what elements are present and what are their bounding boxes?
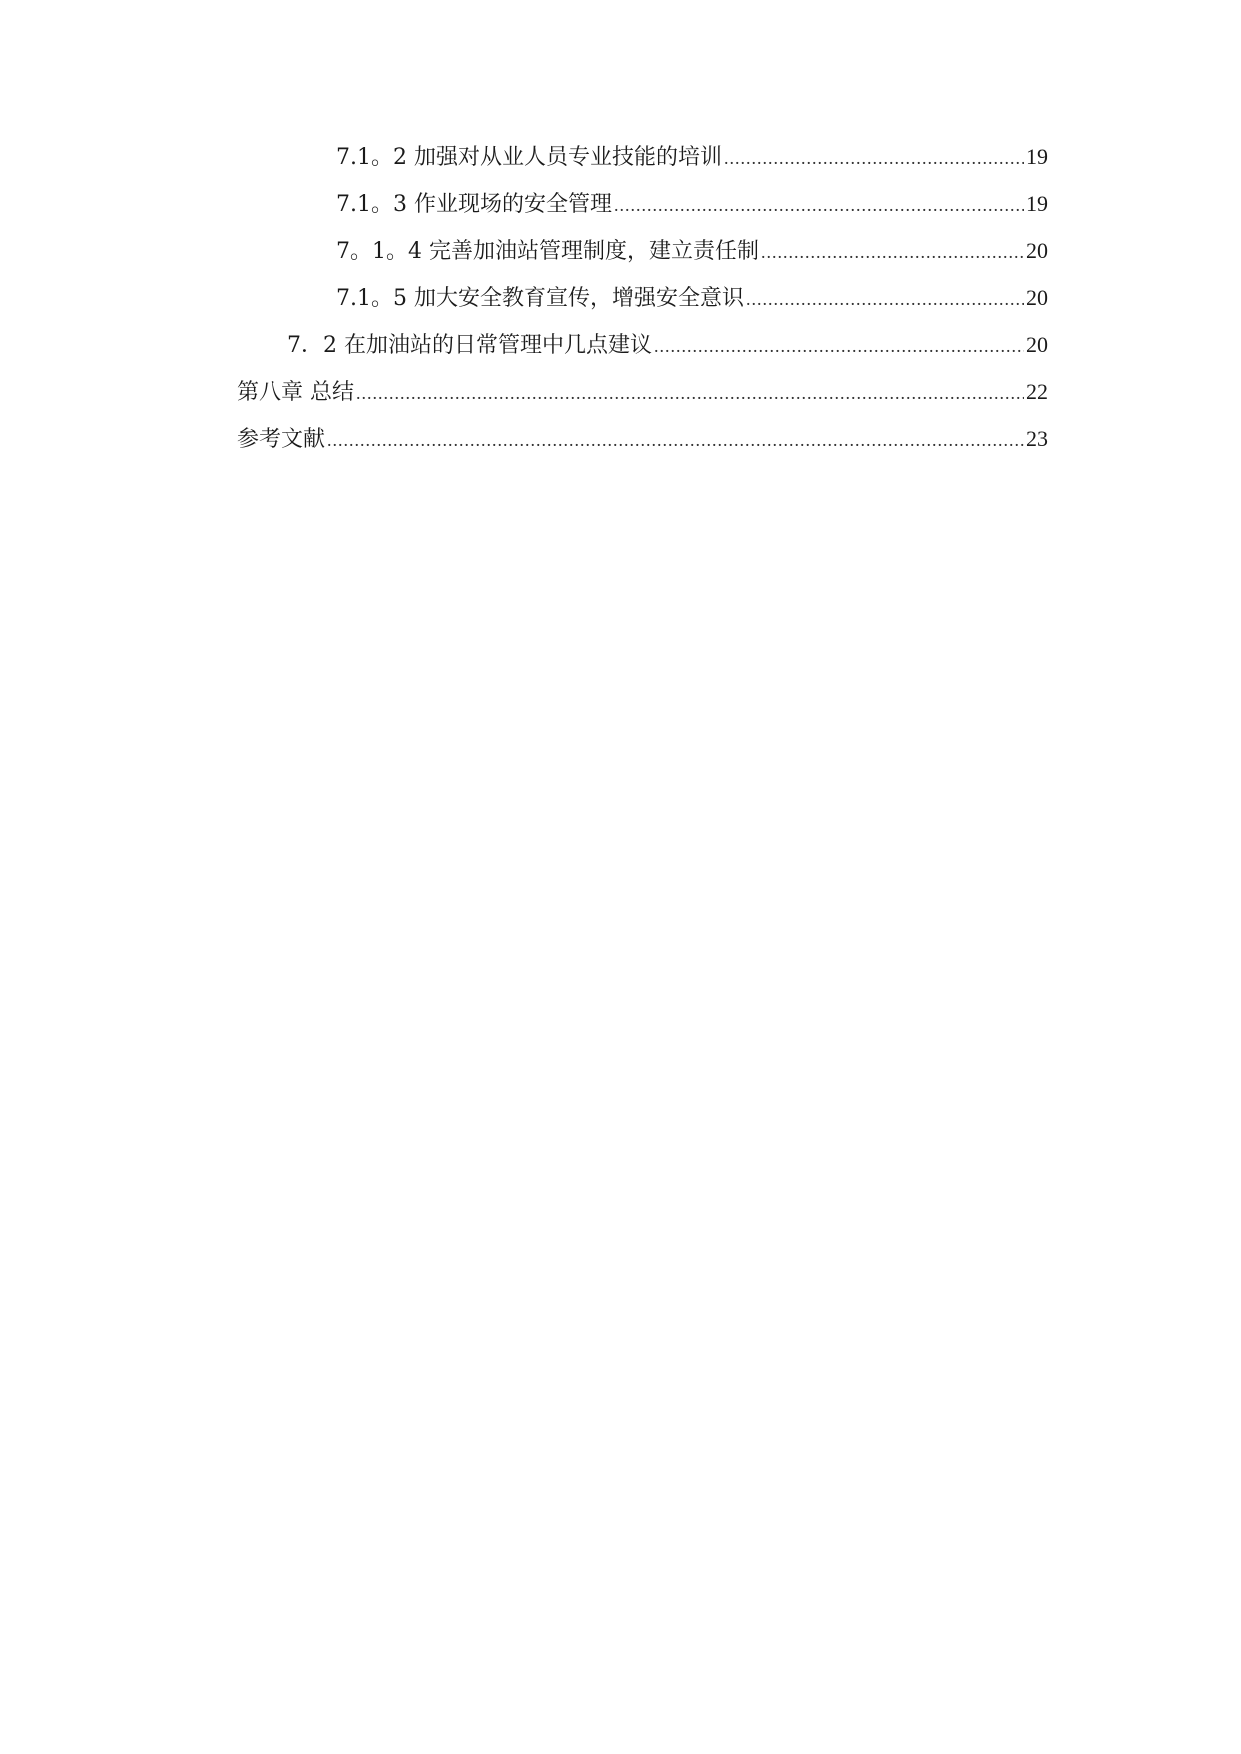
toc-entry-title: 7.1。3 作业现场的安全管理 xyxy=(336,192,612,217)
toc-dot-leader xyxy=(356,376,1024,410)
toc-entry-title: 7.1。2 加强对从业人员专业技能的培训 xyxy=(336,145,722,170)
toc-entry[interactable] xyxy=(336,234,1048,268)
toc-entry-title: 7。1。4 完善加油站管理制度，建立责任制 xyxy=(336,239,759,264)
toc-entry-page: 19 xyxy=(1026,191,1048,216)
toc-entry-page: 20 xyxy=(1026,285,1048,310)
toc-entry[interactable] xyxy=(237,422,1048,456)
toc-entry[interactable] xyxy=(287,328,1048,362)
toc-dot-leader xyxy=(614,188,1024,222)
toc-entry[interactable] xyxy=(336,140,1048,174)
toc-dot-leader xyxy=(327,423,1024,457)
toc-entry-page: 20 xyxy=(1026,238,1048,263)
toc-entry-title: 7.1。5 加大安全教育宣传，增强安全意识 xyxy=(336,286,744,311)
toc-entry-title: 7．2 在加油站的日常管理中几点建议 xyxy=(287,333,652,358)
toc-entry[interactable] xyxy=(237,375,1048,409)
toc-entry-page: 23 xyxy=(1026,426,1048,451)
toc-dot-leader xyxy=(746,282,1024,316)
toc-dot-leader xyxy=(761,235,1024,269)
toc-entry-title: 第八章 总结 xyxy=(237,380,354,405)
toc-entry-title: 参考文献 xyxy=(237,427,326,452)
toc-dot-leader xyxy=(654,329,1024,363)
toc-dot-leader xyxy=(724,141,1024,175)
toc-entry-page: 19 xyxy=(1026,144,1048,169)
toc-entry-page: 20 xyxy=(1026,332,1048,357)
toc-entry[interactable] xyxy=(336,187,1048,221)
toc-entry-page: 22 xyxy=(1026,379,1048,404)
toc-entry[interactable] xyxy=(336,281,1048,315)
